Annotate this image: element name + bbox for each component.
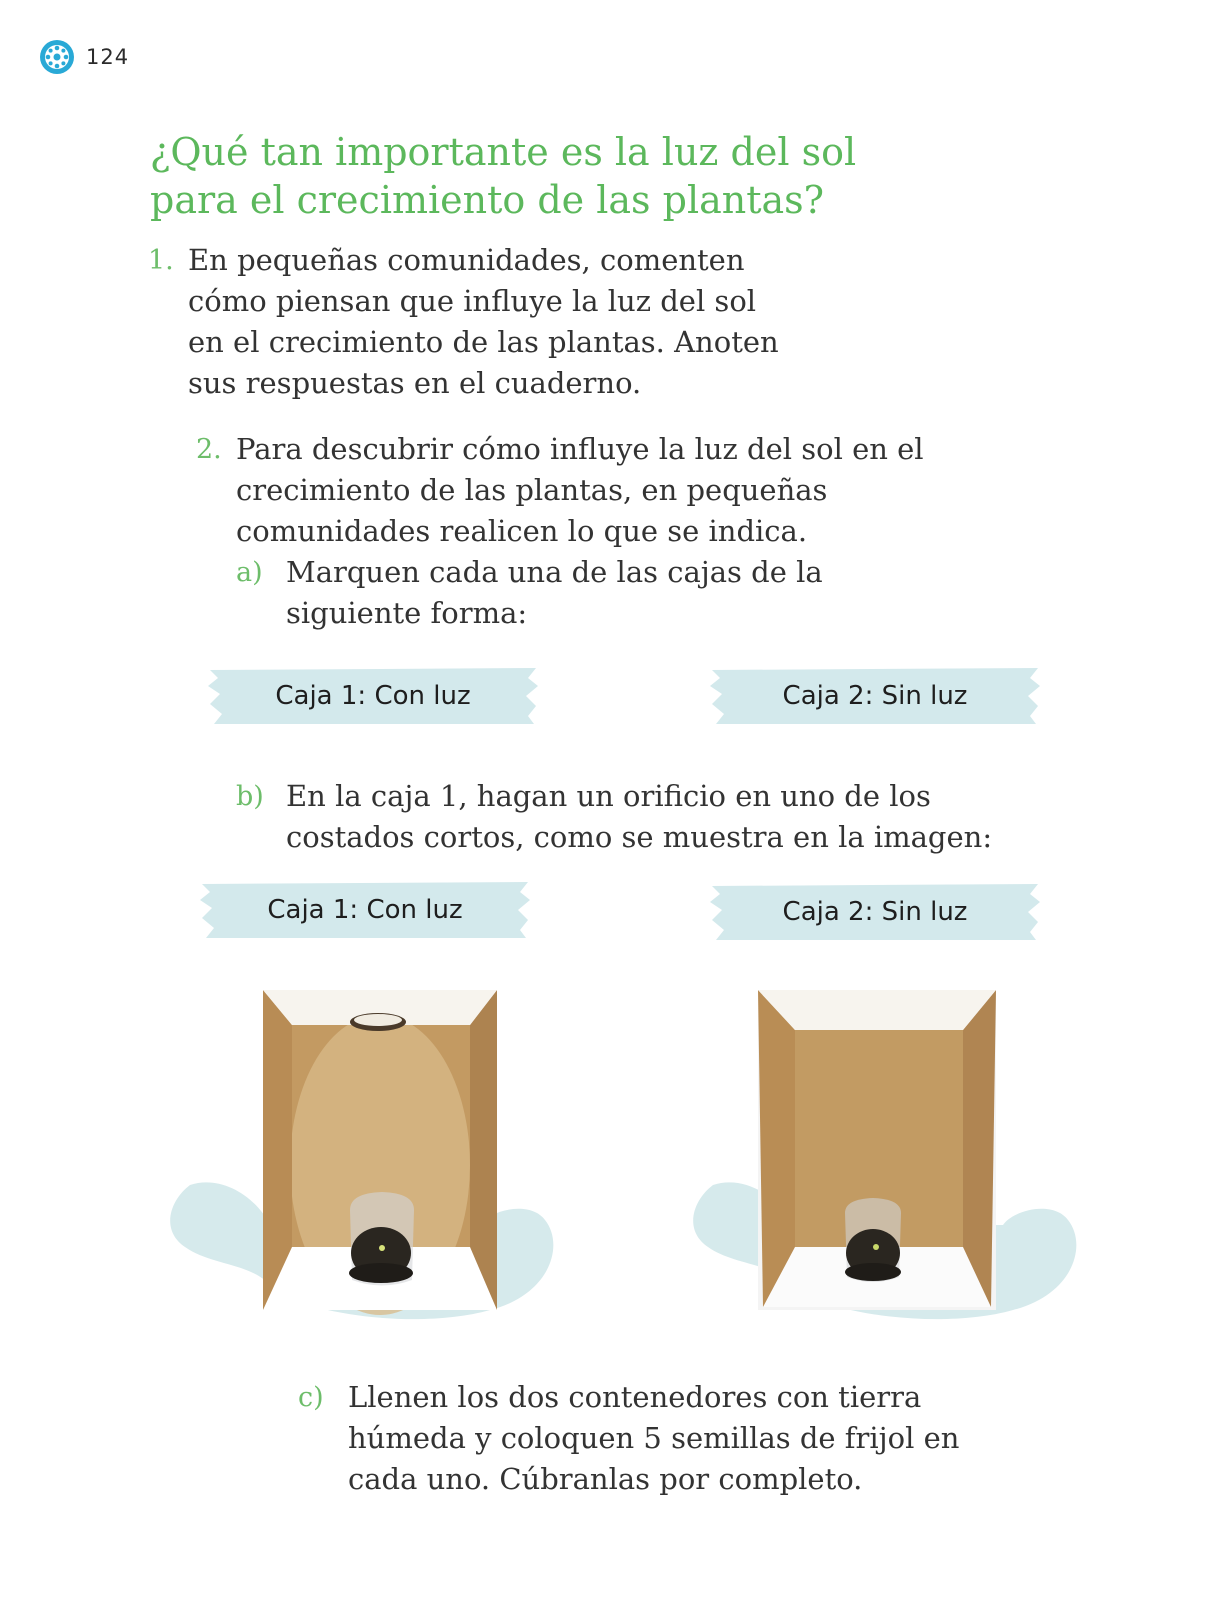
box2-photo	[683, 985, 1083, 1335]
step-c-letter: c)	[298, 1382, 324, 1413]
step-c-text: Llenen los dos contenedores con tierra húmeda y coloquen 5 semillas de frijol en cada uno. Cúbranlas por completo.	[348, 1380, 960, 1496]
label-box1-photo	[198, 880, 532, 940]
question-2-number: 2.	[196, 434, 222, 465]
question-2-text: Para descubrir cómo influye la luz del sol en el crecimiento de las plantas, en pequeñas comunidades realicen lo que se indica.	[236, 432, 924, 548]
label-box2-top	[708, 666, 1042, 726]
page-header	[38, 38, 129, 76]
label-box1-photo-text: Caja 1: Con luz	[267, 895, 463, 925]
sun-badge-icon	[38, 38, 76, 76]
box1-photo	[160, 985, 560, 1335]
step-a	[236, 552, 866, 634]
step-a-text: Marquen cada una de las cajas de la siguiente forma:	[286, 555, 823, 630]
page-title: ¿Qué tan importante es la luz del sol para el crecimiento de las plantas?	[150, 130, 857, 222]
page-number: 124	[86, 45, 130, 69]
step-a-letter: a)	[236, 557, 263, 588]
label-box2-top-text: Caja 2: Sin luz	[782, 681, 968, 711]
question-1-number: 1.	[148, 245, 174, 276]
step-c	[298, 1377, 968, 1500]
label-box1-top	[206, 666, 540, 726]
step-b	[236, 776, 1026, 858]
label-box2-photo-text: Caja 2: Sin luz	[782, 897, 968, 927]
label-box1-top-text: Caja 1: Con luz	[275, 681, 471, 711]
step-b-letter: b)	[236, 781, 264, 812]
step-b-text: En la caja 1, hagan un orificio en uno de los costados cortos, como se muestra en la imagen:	[286, 779, 993, 854]
label-box2-photo	[708, 882, 1042, 942]
question-1-text: En pequeñas comunidades, comenten cómo piensan que influye la luz del sol en el crecimiento de las plantas. Anoten sus respuestas en el cuaderno.	[188, 243, 779, 400]
question-2	[196, 429, 936, 552]
question-1	[148, 240, 788, 404]
